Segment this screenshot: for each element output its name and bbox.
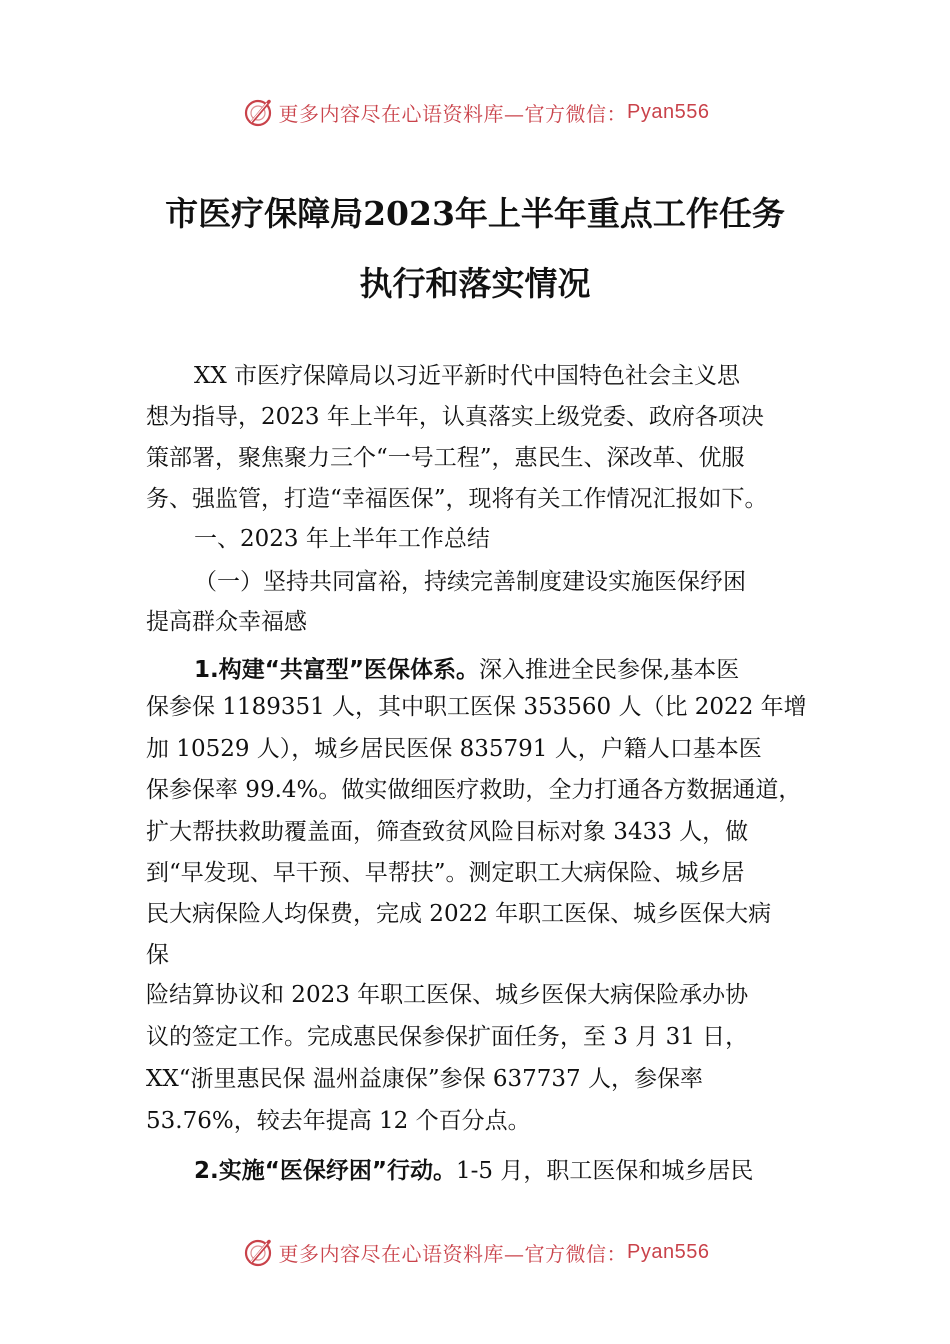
- body-text: 1-5 月，职工医保和城乡居民: [455, 1158, 754, 1184]
- body-line: 务、强监管，打造“幸福医保”，现将有关工作情况汇报如下。: [146, 486, 768, 512]
- watermark-text: 更多内容尽在心语资料库—官方微信：: [278, 101, 628, 126]
- section-heading: 一、2023 年上半年工作总结: [194, 526, 490, 552]
- body-line: 扩大帮扶救助覆盖面，筛查致贫风险目标对象 3433 人，做: [146, 819, 749, 845]
- quill-seal-icon: [241, 1235, 275, 1269]
- item-heading: 1.构建“共富型”医保体系。: [194, 657, 479, 683]
- body-line: 策部署，聚焦聚力三个“一号工程”，惠民生、深改革、优服: [146, 445, 745, 471]
- quill-seal-icon: [241, 95, 275, 129]
- subsection-heading: （一）坚持共同富裕，持续完善制度建设实施医保纾困: [194, 569, 746, 595]
- watermark-text: 更多内容尽在心语资料库—官方微信：: [278, 1241, 628, 1266]
- body-text: 深入推进全民参保,基本医: [478, 657, 740, 683]
- body-line: 议的签定工作。完成惠民保参保扩面任务，至 3 月 31 日，: [146, 1024, 749, 1050]
- watermark-wechat-id: Pyan556: [627, 100, 710, 123]
- document-title-line-2: 执行和落实情况: [359, 264, 591, 303]
- watermark-banner-top: [0, 92, 950, 132]
- watermark-wechat-id: Pyan556: [627, 1240, 710, 1263]
- body-line: 53.76%，较去年提高 12 个百分点。: [146, 1108, 531, 1134]
- body-line: 保: [146, 942, 169, 968]
- body-line: 想为指导，2023 年上半年，认真落实上级党委、政府各项决: [146, 404, 764, 430]
- body-line: XX“浙里惠民保 温州益康保”参保 637737 人，参保率: [146, 1066, 703, 1092]
- subsection-heading-cont: 提高群众幸福感: [146, 609, 307, 635]
- body-line: 到“早发现、早干预、早帮扶”。测定职工大病保险、城乡居: [146, 860, 745, 886]
- paragraph-2-first-line: [194, 1156, 753, 1186]
- watermark-banner-bottom: [0, 1232, 950, 1272]
- body-line: 保参保 1189351 人，其中职工医保 353560 人（比 2022 年增: [146, 694, 807, 720]
- body-line: 险结算协议和 2023 年职工医保、城乡医保大病保险承办协: [146, 982, 749, 1008]
- body-line: XX 市医疗保障局以习近平新时代中国特色社会主义思: [194, 363, 741, 389]
- document-title-line-1: 市医疗保障局2023年上半年重点工作任务: [165, 194, 785, 233]
- body-line: 民大病保险人均保费，完成 2022 年职工医保、城乡医保大病: [146, 901, 772, 927]
- item-heading: 2.实施“医保纾困”行动。: [194, 1158, 456, 1184]
- body-line: 加 10529 人），城乡居民医保 835791 人，户籍人口基本医: [146, 736, 762, 762]
- body-line: 保参保率 99.4%。做实做细医疗救助，全力打通各方数据通道，: [146, 777, 802, 803]
- paragraph-1-first-line: [194, 655, 739, 685]
